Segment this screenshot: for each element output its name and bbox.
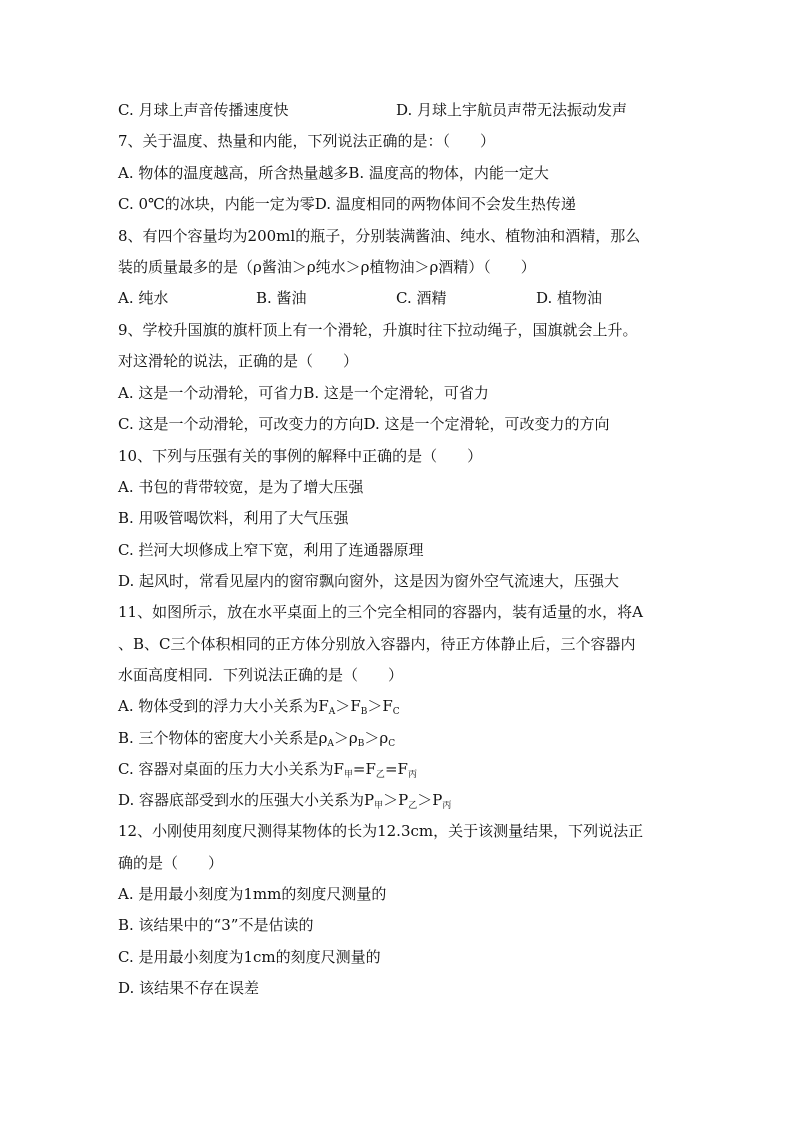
option-prefix: C. 容器对桌面的压力大小关系为 [118, 760, 334, 778]
symbol: P [364, 791, 375, 809]
text-line: 12、小刚使用刻度尺测得某物体的长为12.3cm，关于该测量结果，下列说法正 [118, 822, 644, 840]
subscript: 甲 [374, 801, 384, 811]
subscript: C [392, 707, 400, 717]
operator: = [384, 760, 398, 778]
option-c: C. 酒精 [396, 289, 447, 307]
text-line: 11、如图所示，放在水平桌面上的三个完全相同的容器内，装有适量的水，将A [118, 603, 643, 621]
text-line: A. 是用最小刻度为1mm的刻度尺测量的 [118, 885, 387, 903]
text-line: 10、下列与压强有关的事例的解释中正确的是（ ） [118, 447, 483, 465]
subscript: A [328, 707, 336, 717]
text-line: C. 0℃的冰块，内能一定为零D. 温度相同的两物体间不会发生热传递 [118, 195, 576, 213]
operator: ＞ [333, 729, 349, 747]
text-line: A. 物体的温度越高，所含热量越多B. 温度高的物体，内能一定大 [118, 164, 549, 182]
text-line: 对这滑轮的说法，正确的是（ ） [118, 352, 359, 370]
symbol: F [318, 697, 329, 715]
option-prefix: A. 物体受到的浮力大小关系为 [118, 697, 319, 715]
operator: ＞ [335, 697, 351, 715]
text-line [118, 790, 451, 812]
text-line: 7、关于温度、热量和内能，下列说法正确的是：（ ） [118, 132, 496, 150]
symbol: ρ [379, 729, 389, 747]
text-line [118, 759, 417, 781]
symbol: P [398, 791, 409, 809]
symbol: ρ [348, 729, 358, 747]
option-b: B. 酱油 [256, 289, 307, 307]
subscript: 乙 [375, 770, 385, 780]
text-line: A. 书包的背带较宽，是为了增大压强 [118, 478, 364, 496]
operator: ＞ [383, 791, 399, 809]
subscript: 丙 [442, 801, 452, 811]
subscript: 丙 [407, 770, 417, 780]
text-line: 装的质量最多的是（ρ酱油＞ρ纯水＞ρ植物油＞ρ酒精）（ ） [118, 258, 536, 276]
text-line: C. 这是一个动滑轮，可改变力的方向D. 这是一个定滑轮，可改变力的方向 [118, 415, 610, 433]
symbol: F [365, 760, 376, 778]
text-line [118, 696, 400, 718]
subscript: C [388, 739, 396, 749]
text-line: A. 这是一个动滑轮，可省力B. 这是一个定滑轮，可省力 [118, 384, 489, 402]
symbol: F [350, 697, 361, 715]
symbol: F [333, 760, 344, 778]
symbol: P [432, 791, 443, 809]
symbol: F [382, 697, 393, 715]
subscript: 甲 [343, 770, 353, 780]
option-d: D. 植物油 [536, 289, 603, 307]
text-line: B. 用吸管喝饮料，利用了大气压强 [118, 509, 349, 527]
text-line: B. 该结果中的“3”不是估读的 [118, 916, 314, 934]
option-b: D. 月球上宇航员声带无法振动发声 [396, 101, 628, 119]
subscript: 乙 [408, 801, 418, 811]
subscript: B [360, 707, 368, 717]
operator: ＞ [417, 791, 433, 809]
operator: ＞ [364, 729, 380, 747]
text-line: 确的是（ ） [118, 854, 224, 872]
text-line: C. 拦河大坝修成上窄下宽，利用了连通器原理 [118, 541, 424, 559]
subscript: A [327, 739, 334, 749]
option-prefix: B. 三个物体的密度大小关系是 [118, 729, 319, 747]
option-a: A. 纯水 [118, 289, 169, 307]
text-line [118, 728, 395, 750]
subscript: B [357, 739, 365, 749]
text-line: 、B、C三个体积相同的正方体分别放入容器内，待正方体静止后，三个容器内 [118, 635, 636, 653]
symbol: F [397, 760, 408, 778]
symbol: ρ [318, 729, 328, 747]
option-a: C. 月球上声音传播速度快 [118, 101, 289, 119]
text-line: D. 起风时，常看见屋内的窗帘飘向窗外，这是因为窗外空气流速大，压强大 [118, 572, 620, 590]
text-line: D. 该结果不存在误差 [118, 979, 260, 997]
text-line: 水面高度相同．下列说法正确的是（ ） [118, 666, 404, 684]
text-line: 8、有四个容量均为200ml的瓶子，分别装满酱油、纯水、植物油和酒精，那么 [118, 227, 641, 245]
operator: = [352, 760, 366, 778]
text-line: 9、学校升国旗的旗杆顶上有一个滑轮，升旗时往下拉动绳子，国旗就会上升。 [118, 321, 638, 339]
option-prefix: D. 容器底部受到水的压强大小关系为 [118, 791, 365, 809]
operator: ＞ [367, 697, 383, 715]
text-line: C. 是用最小刻度为1cm的刻度尺测量的 [118, 948, 381, 966]
